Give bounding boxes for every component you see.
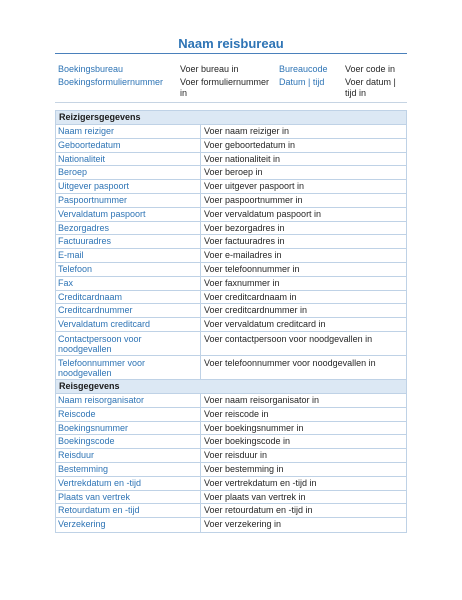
form-number-field[interactable]: Voer formuliernummer in — [180, 76, 270, 98]
emergency-phone-label: Telefoonnummer voor noodgevallen — [56, 356, 201, 379]
table-row — [56, 518, 406, 532]
birth-date-field[interactable]: Voer geboortedatum in — [204, 139, 296, 150]
page-title: Naam reisbureau — [55, 36, 407, 54]
booking-number-label: Boekingsnummer — [56, 422, 201, 435]
traveler-name-label: Naam reiziger — [56, 125, 201, 138]
section-header-traveler: Reizigersgegevens — [56, 111, 406, 125]
table-row — [56, 222, 406, 236]
table-row — [56, 291, 406, 305]
emergency-contact-label: Contactpersoon voor noodgevallen — [56, 332, 201, 355]
trip-duration-field[interactable]: Voer reisduur in — [204, 450, 268, 461]
table-row — [56, 463, 406, 477]
trip-code-label: Reiscode — [56, 408, 201, 421]
table-row — [56, 125, 406, 139]
phone-label: Telefoon — [56, 263, 201, 276]
passport-expiry-field[interactable]: Voer vervaldatum paspoort in — [204, 208, 322, 219]
section-header-trip: Reisgegevens — [56, 380, 406, 394]
table-row — [56, 449, 406, 463]
table-row — [56, 304, 406, 318]
passport-issuer-label: Uitgever paspoort — [56, 180, 201, 193]
departure-datetime-field[interactable]: Voer vertrekdatum en -tijd in — [204, 477, 317, 488]
creditcard-expiry-label: Vervaldatum creditcard — [56, 318, 201, 331]
table-row — [56, 277, 406, 291]
booking-code-label: Boekingscode — [56, 435, 201, 448]
trip-code-field[interactable]: Voer reiscode in — [204, 408, 269, 419]
nationality-field[interactable]: Voer nationaliteit in — [204, 153, 281, 164]
agency-field[interactable]: Voer bureau in — [180, 63, 239, 74]
form-number-label: Boekingsformuliernummer — [58, 76, 164, 87]
return-datetime-field[interactable]: Voer retourdatum en -tijd in — [204, 505, 313, 516]
agency-code-label: Bureaucode — [279, 63, 328, 74]
departure-place-field[interactable]: Voer plaats van vertrek in — [204, 491, 306, 502]
table-row — [56, 477, 406, 491]
datetime-field[interactable]: Voer datum | tijd in — [345, 76, 396, 98]
table-row — [56, 208, 406, 222]
table-row — [56, 194, 406, 208]
agency-label: Boekingsbureau — [58, 63, 124, 74]
occupation-field[interactable]: Voer beroep in — [204, 167, 263, 178]
return-datetime-label: Retourdatum en -tijd — [56, 504, 201, 517]
birth-date-label: Geboortedatum — [56, 139, 201, 152]
nationality-label: Nationaliteit — [56, 153, 201, 166]
emergency-phone-field[interactable]: Voer telefoonnummer voor noodgevallen in — [204, 357, 376, 368]
table-row — [56, 139, 406, 153]
passport-number-label: Paspoortnummer — [56, 194, 201, 207]
destination-field[interactable]: Voer bestemming in — [204, 463, 284, 474]
occupation-label: Beroep — [56, 166, 201, 179]
insurance-label: Verzekering — [56, 518, 201, 532]
passport-expiry-label: Vervaldatum paspoort — [56, 208, 201, 221]
fax-label: Fax — [56, 277, 201, 290]
table-row — [56, 180, 406, 194]
table-row — [56, 153, 406, 167]
table-row — [56, 166, 406, 180]
table-row — [56, 491, 406, 505]
creditcard-name-label: Creditcardnaam — [56, 291, 201, 304]
delivery-address-field[interactable]: Voer bezorgadres in — [204, 222, 285, 233]
traveler-name-field[interactable]: Voer naam reiziger in — [204, 126, 290, 136]
insurance-field[interactable]: Voer verzekering in — [204, 519, 282, 530]
table-row — [56, 422, 406, 436]
booking-info-header — [55, 62, 407, 103]
agency-code-field[interactable]: Voer code in — [345, 63, 396, 74]
emergency-contact-field[interactable]: Voer contactpersoon voor noodgevallen in — [204, 333, 373, 344]
delivery-address-label: Bezorgadres — [56, 222, 201, 235]
billing-address-field[interactable]: Voer factuuradres in — [204, 236, 285, 247]
tour-operator-name-field[interactable]: Voer naam reisorganisator in — [204, 394, 320, 405]
billing-address-label: Factuuradres — [56, 235, 201, 248]
table-row — [56, 408, 406, 422]
table-row — [56, 235, 406, 249]
departure-datetime-label: Vertrekdatum en -tijd — [56, 477, 201, 490]
creditcard-expiry-field[interactable]: Voer vervaldatum creditcard in — [204, 319, 326, 330]
table-row — [56, 435, 406, 449]
booking-number-field[interactable]: Voer boekingsnummer in — [204, 422, 304, 433]
departure-place-label: Plaats van vertrek — [56, 491, 201, 504]
datetime-label: Datum | tijd — [279, 76, 325, 87]
booking-code-field[interactable]: Voer boekingscode in — [204, 436, 291, 447]
trip-duration-label: Reisduur — [56, 449, 201, 462]
booking-form-table — [55, 110, 407, 533]
email-field[interactable]: Voer e-mailadres in — [204, 250, 282, 261]
creditcard-name-field[interactable]: Voer creditcardnaam in — [204, 291, 297, 302]
passport-number-field[interactable]: Voer paspoortnummer in — [204, 194, 303, 205]
table-row — [56, 394, 406, 408]
email-label: E-mail — [56, 249, 201, 262]
fax-field[interactable]: Voer faxnummer in — [204, 277, 280, 288]
passport-issuer-field[interactable]: Voer uitgever paspoort in — [204, 181, 305, 192]
creditcard-number-field[interactable]: Voer creditcardnummer in — [204, 305, 308, 316]
table-row — [56, 504, 406, 518]
table-row — [56, 263, 406, 277]
booking-info-row — [55, 62, 407, 75]
phone-field[interactable]: Voer telefoonnummer in — [204, 263, 300, 274]
booking-info-row — [55, 75, 407, 99]
table-row — [56, 356, 406, 380]
table-row — [56, 249, 406, 263]
destination-label: Bestemming — [56, 463, 201, 476]
tour-operator-name-label: Naam reisorganisator — [56, 394, 201, 407]
table-row — [56, 318, 406, 332]
table-row — [56, 332, 406, 356]
creditcard-number-label: Creditcardnummer — [56, 304, 201, 317]
